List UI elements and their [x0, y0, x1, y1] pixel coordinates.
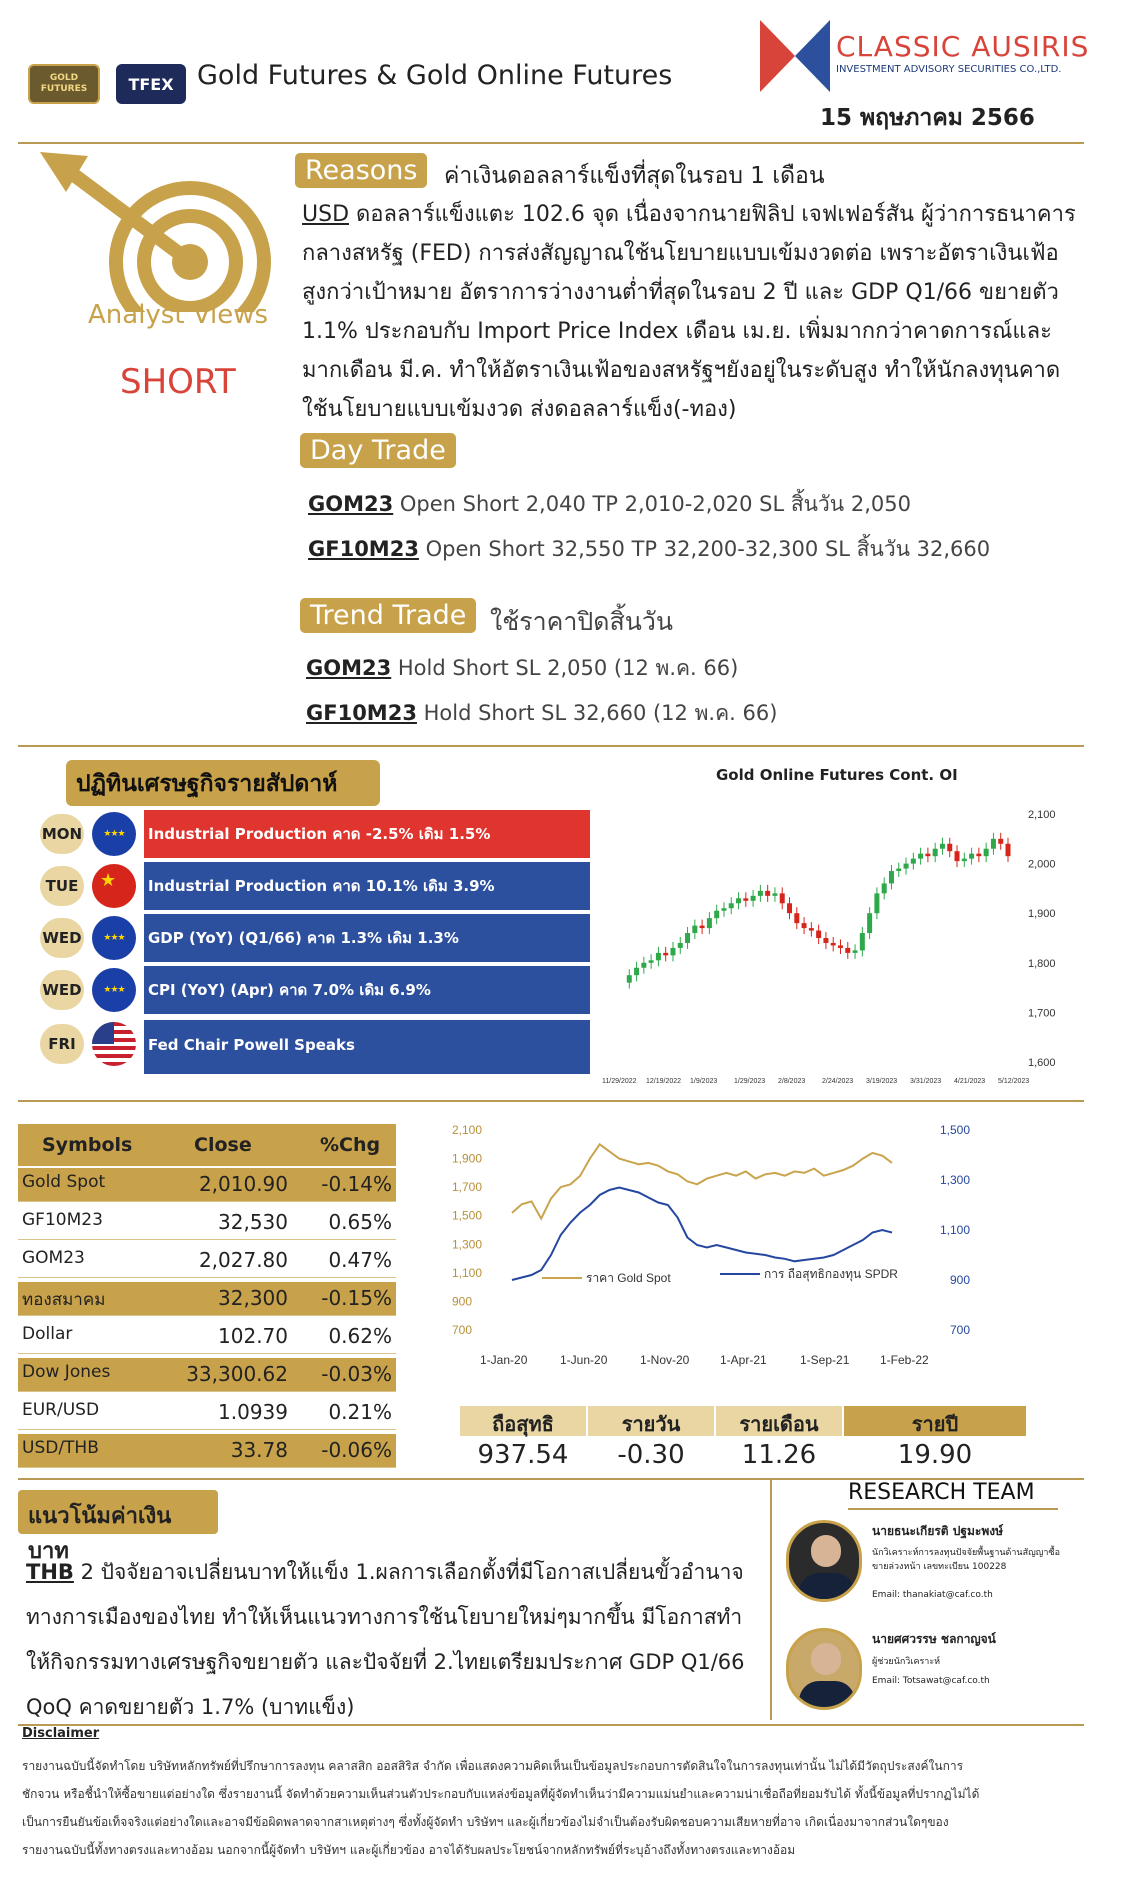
candle	[947, 844, 952, 851]
y-left-tick-label: 1,900	[452, 1151, 483, 1166]
target-arrow-icon	[40, 152, 280, 312]
day-badge: FRI	[40, 1024, 84, 1064]
y-right-tick-label: 1,100	[939, 1223, 970, 1237]
y-left-tick-label: 700	[452, 1323, 473, 1337]
symbol-cell: GOM23	[22, 1248, 85, 1268]
candle	[925, 854, 930, 856]
disclaimer-line: เป็นการยืนยันข้อเท็จจริงแต่อย่างใดและอาจมีข้อผิดพลาดจากสาเหตุต่างๆ ซึ่งทั้งผู้จัดทำ บริษัทฯ และผู้เกี่ยวข้องไม่จำเป็นต้องรับผิดชอบความเสียหายที่อาจ เกิดเนื่องมาจากส่วนใดๆของ	[22, 1815, 949, 1829]
analyst-role-line: นักวิเคราะห์การลงทุนปัจจัยพื้นฐานด้านสัญญาซื้อ	[872, 1548, 1060, 1558]
market-table-header	[18, 1124, 396, 1166]
candle	[736, 898, 741, 903]
section-divider	[18, 1100, 1084, 1102]
reasons-tag: Reasons	[295, 153, 427, 188]
day-badge: MON	[40, 814, 84, 854]
candle	[670, 948, 675, 955]
candle	[998, 839, 1003, 844]
stat-header: รายเดือน	[716, 1406, 842, 1436]
close-cell: 33,300.62	[186, 1362, 288, 1386]
y-right-tick-label: 700	[949, 1323, 970, 1337]
report-date: 15 พฤษภาคม 2566	[820, 105, 1035, 131]
candle	[823, 938, 828, 943]
candle	[634, 968, 639, 975]
analyst-role: ผู้ช่วยนักวิเคราะห์	[872, 1657, 941, 1667]
symbol-cell: USD/THB	[22, 1438, 99, 1458]
thb-label: THB	[26, 1560, 74, 1584]
reasons-line: มากเดือน มี.ค. ทำให้อัตราเงินเฟ้อของสหรัฐฯยังอยู่ในระดับสูง ทำให้นักลงทุนคาด	[302, 358, 1061, 383]
chg-cell: 0.21%	[328, 1400, 392, 1424]
thb-line: ทางการเมืองของไทย ทำให้เห็นแนวทางการใช้นโยบายใหม่ๆมากขึ้น มีโอกาสทำ	[26, 1605, 743, 1629]
disclaimer-line: รายงานฉบับนี้ทั้งทางตรงและทางอ้อม นอกจากนี้ผู้จัดทำ บริษัทฯ และผู้เกี่ยวข้อง อาจได้รับผลประโยชน์จากหลักทรัพย์ที่ระบุอ้างถึงทั้งทางตรงและทางอ้อม	[22, 1843, 796, 1857]
x-tick-label: 1-Jun-20	[560, 1353, 608, 1367]
candle	[692, 926, 697, 933]
table-row	[18, 1396, 396, 1430]
section-divider	[18, 745, 1084, 747]
candle	[889, 871, 894, 883]
gold-spot-line	[512, 1144, 892, 1218]
stat-value: 19.90	[897, 1440, 973, 1470]
y-tick-label: 1,800	[1028, 957, 1056, 970]
candle	[969, 854, 974, 859]
candle	[627, 975, 632, 982]
x-tick-label: 12/19/2022	[646, 1078, 682, 1085]
y-tick-label: 1,600	[1028, 1057, 1056, 1069]
candle	[780, 893, 785, 903]
china-flag-icon: ★	[92, 864, 136, 908]
symbol-cell: Dow Jones	[22, 1362, 111, 1382]
avatar	[786, 1520, 862, 1602]
event-text: Fed Chair Powell Speaks	[144, 1020, 590, 1074]
disclaimer-title: Disclaimer	[22, 1726, 100, 1741]
candle	[743, 898, 748, 900]
header-chg: %Chg	[320, 1134, 381, 1156]
candle	[838, 945, 843, 947]
day-trade-row	[308, 488, 911, 521]
analyst-email: Email: Totsawat@caf.co.th	[872, 1676, 990, 1686]
calendar-event	[40, 810, 590, 858]
candle	[984, 849, 989, 856]
calendar-event	[40, 862, 590, 910]
y-left-tick-label: 2,100	[452, 1123, 483, 1137]
candle	[867, 913, 872, 933]
x-tick-label: 1/9/2023	[690, 1078, 718, 1085]
reasons-line: สูงกว่าเป้าหมาย อัตราการว่างงานต่ำที่สุดในรอบ 2 ปี และ GDP Q1/66 ขยายตัว	[302, 280, 1059, 305]
close-cell: 102.70	[218, 1324, 288, 1348]
y-left-tick-label: 1,100	[452, 1265, 483, 1280]
x-tick-label: 1-Apr-21	[720, 1353, 767, 1367]
legend-spdr-label: การ ถือสุทธิกองทุน SPDR	[764, 1267, 898, 1281]
trend-trade-note: ใช้ราคาปิดสิ้นวัน	[490, 607, 673, 636]
candle	[860, 933, 865, 950]
y-tick-label: 2,000	[1028, 858, 1056, 871]
symbol-cell: GF10M23	[22, 1210, 103, 1230]
table-row	[18, 1434, 396, 1468]
candle	[1006, 844, 1011, 856]
y-right-tick-label: 900	[949, 1273, 970, 1287]
y-right-tick-label: 1,500	[939, 1123, 970, 1137]
candle	[700, 926, 705, 928]
reasons-line: ใช้นโยบายแบบเข้มงวด ส่งดอลลาร์แข็ง(-ทอง)	[302, 397, 737, 422]
candle	[976, 854, 981, 856]
candle	[962, 859, 967, 861]
candle	[772, 893, 777, 895]
symbol-cell: ทองสมาคม	[22, 1290, 106, 1310]
candle	[707, 918, 712, 928]
analyst-view-value: SHORT	[120, 362, 236, 402]
calendar-event	[40, 1020, 590, 1074]
close-cell: 32,300	[218, 1286, 288, 1310]
y-left-tick-label: 1,500	[452, 1208, 483, 1223]
candle	[816, 931, 821, 938]
reasons-line: ดอลลาร์แข็งแตะ 102.6 จุด เนื่องจากนายฟิลิป เจฟเฟอร์สัน ผู้ว่าการธนาคาร	[349, 202, 1076, 227]
analyst-views-label: Analyst Views	[88, 300, 269, 330]
trade-symbol: GF10M23	[306, 701, 417, 725]
x-tick-label: 3/19/2023	[866, 1078, 898, 1085]
stat-header: รายปี	[844, 1406, 1026, 1436]
chg-cell: 0.65%	[328, 1210, 392, 1234]
event-text: Industrial Production คาด -2.5% เดิม 1.5%	[144, 810, 590, 858]
section-divider	[18, 1724, 1084, 1726]
reasons-headline: ค่าเงินดอลลาร์แข็งที่สุดในรอบ 1 เดือน	[444, 163, 825, 189]
symbol-cell: Gold Spot	[22, 1172, 106, 1192]
table-row	[18, 1282, 396, 1316]
y-tick-label: 1,900	[1028, 908, 1056, 921]
y-left-tick-label: 1,700	[452, 1180, 483, 1195]
trade-text: Open Short 2,040 TP 2,010-2,020 SL สิ้นวัน 2,050	[393, 492, 911, 516]
header-divider	[18, 142, 1084, 144]
candle	[678, 943, 683, 948]
stat-value: 11.26	[741, 1440, 817, 1470]
symbol-cell: EUR/USD	[22, 1400, 100, 1420]
candle	[787, 903, 792, 913]
close-cell: 33.78	[230, 1438, 288, 1462]
research-title: RESEARCH TEAM	[848, 1480, 1035, 1505]
candle	[874, 893, 879, 913]
day-badge: TUE	[40, 866, 84, 906]
usd-label: USD	[302, 202, 350, 227]
close-cell: 2,010.90	[198, 1172, 288, 1196]
chg-cell: -0.06%	[321, 1438, 392, 1462]
chg-cell: 0.62%	[328, 1324, 392, 1348]
research-underline	[848, 1508, 1058, 1510]
candle	[831, 943, 836, 945]
candle	[721, 908, 726, 910]
event-text: GDP (YoY) (Q1/66) คาด 1.3% เดิม 1.3%	[144, 914, 590, 962]
table-row	[18, 1358, 396, 1392]
candle	[911, 859, 916, 864]
calendar-event	[40, 914, 590, 962]
day-badge: WED	[40, 970, 84, 1010]
company-subtitle: INVESTMENT ADVISORY SECURITIES CO.,LTD.	[836, 64, 1062, 75]
analyst-role	[872, 1546, 1060, 1574]
page-title: Gold Futures & Gold Online Futures	[197, 60, 673, 91]
trade-symbol: GF10M23	[308, 537, 419, 561]
y-left-tick-label: 1,300	[452, 1237, 483, 1252]
candle	[991, 839, 996, 849]
close-cell: 2,027.80	[198, 1248, 288, 1272]
candle	[802, 923, 807, 928]
chg-cell: -0.03%	[321, 1362, 392, 1386]
day-badge: WED	[40, 918, 84, 958]
y-right-tick-label: 1,300	[939, 1173, 970, 1187]
header-close: Close	[194, 1134, 252, 1156]
thb-body	[26, 1550, 776, 1730]
candle	[845, 948, 850, 953]
candle	[656, 953, 661, 960]
candle	[649, 960, 654, 962]
chg-cell: -0.14%	[321, 1172, 392, 1196]
day-trade-tag: Day Trade	[300, 433, 456, 468]
candle	[918, 854, 923, 859]
trade-symbol: GOM23	[308, 492, 394, 516]
table-row	[18, 1244, 396, 1278]
eu-flag-icon: ★★★	[92, 812, 136, 856]
x-tick-label: 1/29/2023	[734, 1078, 766, 1085]
x-tick-label: 1-Feb-22	[880, 1353, 929, 1367]
eu-flag-icon: ★★★	[92, 916, 136, 960]
legend-gold-label: ราคา Gold Spot	[586, 1271, 671, 1285]
header-symbols: Symbols	[42, 1134, 133, 1156]
candle	[758, 891, 763, 896]
oi-chart-svg	[600, 758, 1080, 1088]
candle	[853, 950, 858, 952]
research-divider	[770, 1480, 772, 1720]
candle	[729, 903, 734, 908]
table-row	[18, 1206, 396, 1240]
reasons-line: กลางสหรัฐ (FED) การส่งสัญญาณใช้นโยบายแบบเข้มงวดต่อ เพราะอัตราเงินเฟ้อ	[302, 241, 1059, 266]
x-tick-label: 1-Sep-21	[800, 1353, 850, 1367]
reasons-body	[302, 195, 1142, 429]
table-row	[18, 1320, 396, 1354]
candle	[809, 928, 814, 930]
trend-trade-tag: Trend Trade	[300, 598, 476, 633]
thb-line: QoQ คาดขยายตัว 1.7% (บาทแข็ง)	[26, 1695, 355, 1719]
trade-text: Open Short 32,550 TP 32,200-32,300 SL สิ้นวัน 32,660	[418, 537, 991, 561]
thb-tag: แนวโน้มค่าเงินบาท	[18, 1490, 218, 1534]
trade-symbol: GOM23	[306, 656, 392, 680]
x-tick-label: 4/21/2023	[954, 1078, 986, 1085]
stat-value: 937.54	[477, 1440, 569, 1470]
symbol-cell: Dollar	[22, 1324, 73, 1344]
candle	[896, 869, 901, 871]
analyst-name: นายศศวรรษ ชลกาญจน์	[872, 1632, 996, 1646]
gold-futures-logo: GOLD FUTURES	[28, 64, 100, 104]
candle	[641, 963, 646, 968]
trend-trade-row	[306, 697, 777, 730]
y-left-tick-label: 900	[452, 1294, 473, 1309]
candle	[663, 953, 668, 955]
thb-line: ให้กิจกรรมทางเศรษฐกิจขยายตัว และปัจจัยที่ 2.ไทยเตรียมประกาศ GDP Q1/66	[26, 1650, 745, 1674]
tfex-logo: TFEX	[116, 64, 186, 104]
x-tick-label: 1-Jan-20	[480, 1353, 528, 1367]
candle	[751, 896, 756, 901]
candle	[933, 849, 938, 856]
calendar-title: ปฏิทินเศรษฐกิจรายสัปดาห์	[66, 760, 380, 806]
analyst-name: นายธนะเกียรติ ปฐมะพงษ์	[872, 1524, 1004, 1538]
company-name: CLASSIC AUSIRIS	[836, 30, 1090, 63]
close-cell: 1.0939	[218, 1400, 288, 1424]
chg-cell: -0.15%	[321, 1286, 392, 1310]
analyst-email: Email: thanakiat@caf.co.th	[872, 1590, 993, 1600]
spdr-chart	[452, 1118, 982, 1378]
candle	[765, 891, 770, 896]
candle	[794, 913, 799, 923]
candle	[955, 851, 960, 861]
close-cell: 32,530	[218, 1210, 288, 1234]
candle	[685, 933, 690, 943]
eu-flag-icon: ★★★	[92, 968, 136, 1012]
x-tick-label: 2/8/2023	[778, 1078, 806, 1085]
day-trade-row	[308, 533, 990, 566]
us-flag-icon	[92, 1022, 136, 1066]
x-tick-label: 2/24/2023	[822, 1078, 854, 1085]
trade-text: Hold Short SL 2,050 (12 พ.ค. 66)	[391, 656, 739, 680]
x-tick-label: 11/29/2022	[602, 1078, 637, 1085]
candle	[940, 844, 945, 849]
candle	[882, 883, 887, 893]
thb-line: 2 ปัจจัยอาจเปลี่ยนบาทให้แข็ง 1.ผลการเลือกตั้งที่มีโอกาสเปลี่ยนขั้วอำนาจ	[73, 1560, 744, 1584]
trend-trade-row	[306, 652, 738, 685]
disclaimer-line: ชักจวน หรือชี้นำให้ซื้อขายแต่อย่างใด ซึ่งรายงานนี้ จัดทำด้วยความเห็นส่วนตัวประกอบกับแหล่งข้อมูลที่ผู้จัดทำเห็นว่ามีความแม่นยำและความน่าเชื่อถือที่ยอมรับได้ ทั้งนี้ข้อมูลที่ปรากฏไม่ได้	[22, 1787, 980, 1801]
chart-title: Gold Online Futures Cont. OI	[716, 766, 958, 784]
y-tick-label: 2,100	[1028, 809, 1056, 821]
table-row	[18, 1168, 396, 1202]
trade-text: Hold Short SL 32,660 (12 พ.ค. 66)	[416, 701, 778, 725]
analyst-role-line: ขายล่วงหน้า เลขทะเบียน 100228	[872, 1562, 1007, 1572]
event-text: CPI (YoY) (Apr) คาด 7.0% เดิม 6.9%	[144, 966, 590, 1014]
company-logo-icon	[760, 20, 830, 92]
stat-header: รายวัน	[588, 1406, 714, 1436]
candle	[714, 911, 719, 918]
candle	[904, 864, 909, 869]
calendar-event	[40, 966, 590, 1014]
stat-value: -0.30	[617, 1440, 685, 1470]
reasons-line: 1.1% ประกอบกับ Import Price Index เดือน เม.ย. เพิ่มมากกว่าคาดการณ์และ	[302, 319, 1052, 344]
x-tick-label: 3/31/2023	[910, 1078, 942, 1085]
y-tick-label: 1,700	[1028, 1007, 1056, 1020]
x-tick-label: 1-Nov-20	[640, 1353, 690, 1367]
avatar	[786, 1628, 862, 1710]
x-tick-label: 5/12/2023	[998, 1078, 1030, 1085]
chg-cell: 0.47%	[328, 1248, 392, 1272]
event-text: Industrial Production คาด 10.1% เดิม 3.9%	[144, 862, 590, 910]
stat-header: ถือสุทธิ	[460, 1406, 586, 1436]
spdr-chart-svg	[452, 1118, 982, 1378]
oi-chart	[600, 758, 1080, 1088]
disclaimer-line: รายงานฉบับนี้จัดทำโดย บริษัทหลักทรัพย์ที่ปรึกษาการลงทุน คลาสสิก ออสสิริส จำกัด เพื่อแสดงความคิดเห็นเป็นข้อมูลประกอบการตัดสินใจในการลงทุนเท่านั้น ไม่ได้มีวัตถุประสงค์ในการ	[22, 1759, 964, 1773]
